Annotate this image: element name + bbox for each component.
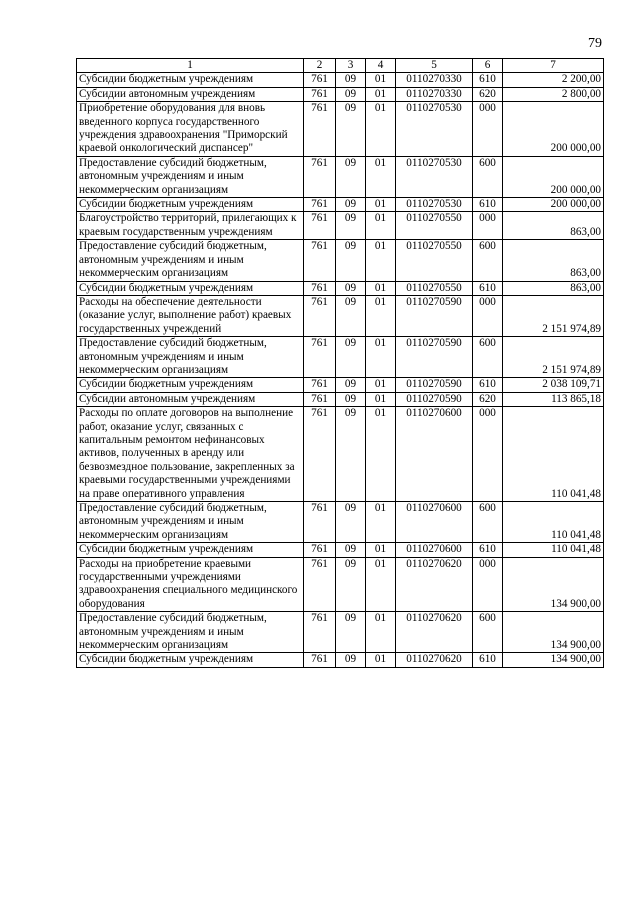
row-code-cell-5: 0110270550 [396, 281, 473, 295]
row-code-cell-4: 01 [366, 212, 396, 240]
table-row [77, 212, 604, 240]
header-cell-5: 5 [396, 59, 473, 73]
row-code-cell-5: 0110270550 [396, 212, 473, 240]
row-code-cell-2: 761 [304, 87, 336, 101]
row-code-cell-3: 09 [336, 653, 366, 667]
row-code-cell-6: 610 [473, 653, 503, 667]
row-code-cell-4: 01 [366, 73, 396, 87]
header-cell-4: 4 [366, 59, 396, 73]
row-code-cell-3: 09 [336, 156, 366, 197]
row-code-cell-3: 09 [336, 102, 366, 157]
row-code-cell-4: 01 [366, 612, 396, 653]
table-row [77, 612, 604, 653]
header-cell-2: 2 [304, 59, 336, 73]
row-code-cell-2: 761 [304, 212, 336, 240]
budget-table [76, 58, 604, 668]
row-code-cell-3: 09 [336, 502, 366, 543]
row-amount-cell: 200 000,00 [503, 198, 604, 212]
row-code-cell-4: 01 [366, 543, 396, 557]
row-code-cell-4: 01 [366, 653, 396, 667]
row-code-cell-5: 0110270620 [396, 653, 473, 667]
table-row [77, 378, 604, 392]
row-amount-cell: 134 900,00 [503, 653, 604, 667]
row-name-cell: Предоставление субсидий бюджетным, автономным учреждениям и иным некоммерческим организациям [77, 240, 304, 281]
row-name-cell: Субсидии бюджетным учреждениям [77, 281, 304, 295]
row-name-cell: Предоставление субсидий бюджетным, автономным учреждениям и иным некоммерческим организациям [77, 502, 304, 543]
row-code-cell-6: 620 [473, 392, 503, 406]
row-amount-cell: 863,00 [503, 212, 604, 240]
table-row [77, 73, 604, 87]
row-code-cell-2: 761 [304, 295, 336, 336]
table-row [77, 337, 604, 378]
row-amount-cell: 110 041,48 [503, 543, 604, 557]
row-code-cell-2: 761 [304, 378, 336, 392]
table-row [77, 240, 604, 281]
row-code-cell-6: 600 [473, 240, 503, 281]
row-code-cell-4: 01 [366, 407, 396, 502]
row-code-cell-3: 09 [336, 612, 366, 653]
row-code-cell-2: 761 [304, 612, 336, 653]
row-name-cell: Субсидии автономным учреждениям [77, 392, 304, 406]
row-code-cell-3: 09 [336, 73, 366, 87]
table-row [77, 295, 604, 336]
row-name-cell: Субсидии бюджетным учреждениям [77, 653, 304, 667]
table-row [77, 198, 604, 212]
row-code-cell-4: 01 [366, 392, 396, 406]
row-amount-cell: 2 800,00 [503, 87, 604, 101]
row-code-cell-5: 0110270600 [396, 502, 473, 543]
row-code-cell-5: 0110270590 [396, 378, 473, 392]
table-header [77, 59, 604, 73]
row-code-cell-2: 761 [304, 102, 336, 157]
row-code-cell-5: 0110270530 [396, 198, 473, 212]
table-body [77, 73, 604, 667]
table-row [77, 392, 604, 406]
row-amount-cell: 113 865,18 [503, 392, 604, 406]
row-code-cell-4: 01 [366, 557, 396, 612]
row-code-cell-3: 09 [336, 557, 366, 612]
row-code-cell-6: 610 [473, 198, 503, 212]
row-code-cell-3: 09 [336, 543, 366, 557]
table-row [77, 156, 604, 197]
row-code-cell-2: 761 [304, 73, 336, 87]
row-amount-cell: 134 900,00 [503, 612, 604, 653]
row-code-cell-5: 0110270620 [396, 557, 473, 612]
row-code-cell-4: 01 [366, 281, 396, 295]
row-code-cell-6: 000 [473, 212, 503, 240]
row-code-cell-2: 761 [304, 392, 336, 406]
row-code-cell-6: 600 [473, 502, 503, 543]
table-row [77, 87, 604, 101]
row-code-cell-3: 09 [336, 407, 366, 502]
row-code-cell-6: 600 [473, 337, 503, 378]
row-name-cell: Предоставление субсидий бюджетным, автономным учреждениям и иным некоммерческим организациям [77, 337, 304, 378]
row-code-cell-6: 610 [473, 378, 503, 392]
row-amount-cell: 2 200,00 [503, 73, 604, 87]
row-code-cell-6: 000 [473, 295, 503, 336]
header-cell-1: 1 [77, 59, 304, 73]
header-cell-3: 3 [336, 59, 366, 73]
row-name-cell: Субсидии бюджетным учреждениям [77, 543, 304, 557]
row-code-cell-2: 761 [304, 653, 336, 667]
row-name-cell: Предоставление субсидий бюджетным, автономным учреждениям и иным некоммерческим организациям [77, 612, 304, 653]
row-code-cell-5: 0110270550 [396, 240, 473, 281]
row-amount-cell: 110 041,48 [503, 502, 604, 543]
row-name-cell: Приобретение оборудования для вновь введенного корпуса государственного учреждения здравоохранения "Приморский краевой онкологический диспансер" [77, 102, 304, 157]
row-name-cell: Субсидии автономным учреждениям [77, 87, 304, 101]
row-code-cell-5: 0110270530 [396, 102, 473, 157]
row-name-cell: Расходы по оплате договоров на выполнение работ, оказание услуг, связанных с капитальным ремонтом нефинансовых активов, полученных в аренду или безвозмездное пользование, закрепленных за краевыми государственными учреждениями на праве оперативного управления [77, 407, 304, 502]
row-code-cell-2: 761 [304, 337, 336, 378]
row-amount-cell: 134 900,00 [503, 557, 604, 612]
row-code-cell-6: 000 [473, 557, 503, 612]
row-code-cell-2: 761 [304, 502, 336, 543]
row-code-cell-4: 01 [366, 87, 396, 101]
row-amount-cell: 863,00 [503, 240, 604, 281]
row-code-cell-2: 761 [304, 557, 336, 612]
row-code-cell-4: 01 [366, 337, 396, 378]
table-row [77, 407, 604, 502]
row-code-cell-6: 600 [473, 156, 503, 197]
row-code-cell-3: 09 [336, 240, 366, 281]
row-code-cell-3: 09 [336, 337, 366, 378]
row-amount-cell: 200 000,00 [503, 102, 604, 157]
table-row [77, 281, 604, 295]
row-amount-cell: 200 000,00 [503, 156, 604, 197]
row-code-cell-6: 610 [473, 281, 503, 295]
row-code-cell-3: 09 [336, 295, 366, 336]
row-code-cell-4: 01 [366, 502, 396, 543]
row-name-cell: Субсидии бюджетным учреждениям [77, 73, 304, 87]
page-number: 79 [588, 36, 602, 51]
row-code-cell-5: 0110270590 [396, 337, 473, 378]
table-row [77, 543, 604, 557]
row-code-cell-2: 761 [304, 156, 336, 197]
row-code-cell-6: 610 [473, 73, 503, 87]
row-code-cell-3: 09 [336, 378, 366, 392]
table-row [77, 653, 604, 667]
row-name-cell: Расходы на приобретение краевыми государственными учреждениями здравоохранения специального медицинского оборудования [77, 557, 304, 612]
row-code-cell-5: 0110270600 [396, 407, 473, 502]
row-code-cell-6: 620 [473, 87, 503, 101]
row-code-cell-4: 01 [366, 102, 396, 157]
row-amount-cell: 863,00 [503, 281, 604, 295]
row-code-cell-4: 01 [366, 378, 396, 392]
row-code-cell-3: 09 [336, 281, 366, 295]
row-code-cell-3: 09 [336, 212, 366, 240]
row-code-cell-2: 761 [304, 198, 336, 212]
table-row [77, 557, 604, 612]
row-name-cell: Субсидии бюджетным учреждениям [77, 378, 304, 392]
row-code-cell-4: 01 [366, 156, 396, 197]
row-amount-cell: 110 041,48 [503, 407, 604, 502]
table-row [77, 502, 604, 543]
row-code-cell-6: 610 [473, 543, 503, 557]
row-code-cell-2: 761 [304, 543, 336, 557]
header-row [77, 59, 604, 73]
row-name-cell: Субсидии бюджетным учреждениям [77, 198, 304, 212]
row-code-cell-4: 01 [366, 295, 396, 336]
table-row [77, 102, 604, 157]
row-code-cell-5: 0110270530 [396, 156, 473, 197]
header-cell-6: 6 [473, 59, 503, 73]
row-amount-cell: 2 151 974,89 [503, 295, 604, 336]
row-code-cell-5: 0110270590 [396, 392, 473, 406]
row-code-cell-5: 0110270600 [396, 543, 473, 557]
row-code-cell-5: 0110270330 [396, 73, 473, 87]
row-name-cell: Расходы на обеспечение деятельности (оказание услуг, выполнение работ) краевых государственных учреждений [77, 295, 304, 336]
row-name-cell: Благоустройство территорий, прилегающих к краевым государственным учреждениям [77, 212, 304, 240]
header-cell-7: 7 [503, 59, 604, 73]
row-code-cell-2: 761 [304, 240, 336, 281]
row-amount-cell: 2 151 974,89 [503, 337, 604, 378]
row-amount-cell: 2 038 109,71 [503, 378, 604, 392]
row-code-cell-4: 01 [366, 240, 396, 281]
row-code-cell-5: 0110270620 [396, 612, 473, 653]
row-code-cell-3: 09 [336, 392, 366, 406]
row-code-cell-5: 0110270330 [396, 87, 473, 101]
row-code-cell-2: 761 [304, 407, 336, 502]
row-code-cell-4: 01 [366, 198, 396, 212]
row-code-cell-5: 0110270590 [396, 295, 473, 336]
row-name-cell: Предоставление субсидий бюджетным, автономным учреждениям и иным некоммерческим организациям [77, 156, 304, 197]
row-code-cell-6: 000 [473, 407, 503, 502]
row-code-cell-6: 000 [473, 102, 503, 157]
row-code-cell-3: 09 [336, 198, 366, 212]
row-code-cell-3: 09 [336, 87, 366, 101]
row-code-cell-2: 761 [304, 281, 336, 295]
row-code-cell-6: 600 [473, 612, 503, 653]
